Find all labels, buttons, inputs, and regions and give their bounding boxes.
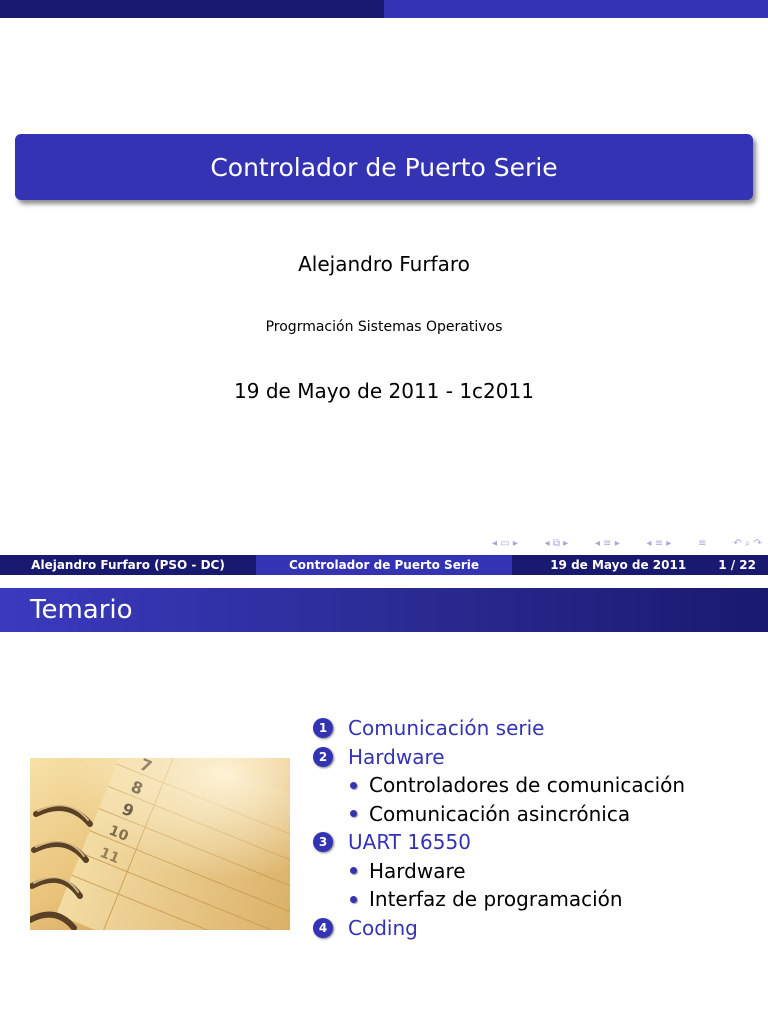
section-nav-icon[interactable]: ◂ ≡ ▸ (646, 538, 672, 549)
toc-section-4[interactable] (313, 914, 753, 943)
toc-section-label: Coding (348, 915, 418, 940)
toc-subsection-label: Interfaz de programación (369, 887, 623, 912)
footer-date-page (512, 555, 768, 575)
bullet-icon (350, 896, 357, 903)
toc-section-1[interactable] (313, 714, 753, 743)
toc-subsection-label: Hardware (369, 858, 466, 883)
frame-nav-icon[interactable]: ◂ ⧉ ▸ (544, 538, 569, 549)
footer-title: Controlador de Puerto Serie (256, 555, 512, 575)
toc-subsection-label: Comunicación asincrónica (369, 801, 631, 826)
bullet-icon (350, 867, 357, 874)
toc-section-label: Comunicación serie (348, 716, 545, 741)
toc-section-2[interactable] (313, 743, 753, 772)
toc-section-3[interactable] (313, 828, 753, 857)
title-block (15, 134, 753, 200)
calendar-binder-photo (30, 758, 290, 930)
section-number-badge: 4 (313, 918, 333, 938)
table-of-contents (313, 714, 753, 942)
author-name: Alejandro Furfaro (298, 252, 470, 276)
footline (0, 555, 768, 575)
bullet-icon (350, 782, 357, 789)
toc-subsection-label: Controladores de comunicación (369, 773, 686, 798)
toc-section-label: UART 16550 (348, 830, 471, 855)
toc-subsection[interactable] (313, 800, 753, 829)
section-number-badge: 2 (313, 747, 333, 767)
frame-title-bar (0, 588, 768, 632)
institute: Progrmación Sistemas Operativos (265, 319, 503, 335)
align-icon[interactable]: ≡ (698, 538, 707, 549)
header-bar-left (0, 0, 384, 18)
navigation-symbols (492, 538, 762, 552)
header-bar (0, 0, 768, 18)
presentation-title: Controlador de Puerto Serie (210, 152, 558, 182)
subsection-nav-icon[interactable]: ◂ ≡ ▸ (594, 538, 620, 549)
footer-page-number: 1 / 22 (718, 558, 756, 572)
section-number-badge: 1 (313, 718, 333, 738)
toc-subsection[interactable] (313, 857, 753, 886)
calendar-binder-image (30, 758, 290, 930)
search-icon[interactable]: ↶ ⌕ ↷ (733, 538, 762, 549)
toc-subsection[interactable] (313, 771, 753, 800)
frame-title: Temario (30, 595, 133, 625)
bullet-icon (350, 810, 357, 817)
presentation-date: 19 de Mayo de 2011 - 1c2011 (234, 379, 534, 403)
slide-nav-icon[interactable]: ◂ ▭ ▸ (492, 538, 518, 549)
footer-author: Alejandro Furfaro (PSO - DC) (0, 555, 256, 575)
toc-section-label: Hardware (348, 744, 445, 769)
footer-date: 19 de Mayo de 2011 (550, 558, 687, 572)
toc-subsection[interactable] (313, 885, 753, 914)
section-number-badge: 3 (313, 832, 333, 852)
header-bar-right (384, 0, 768, 18)
